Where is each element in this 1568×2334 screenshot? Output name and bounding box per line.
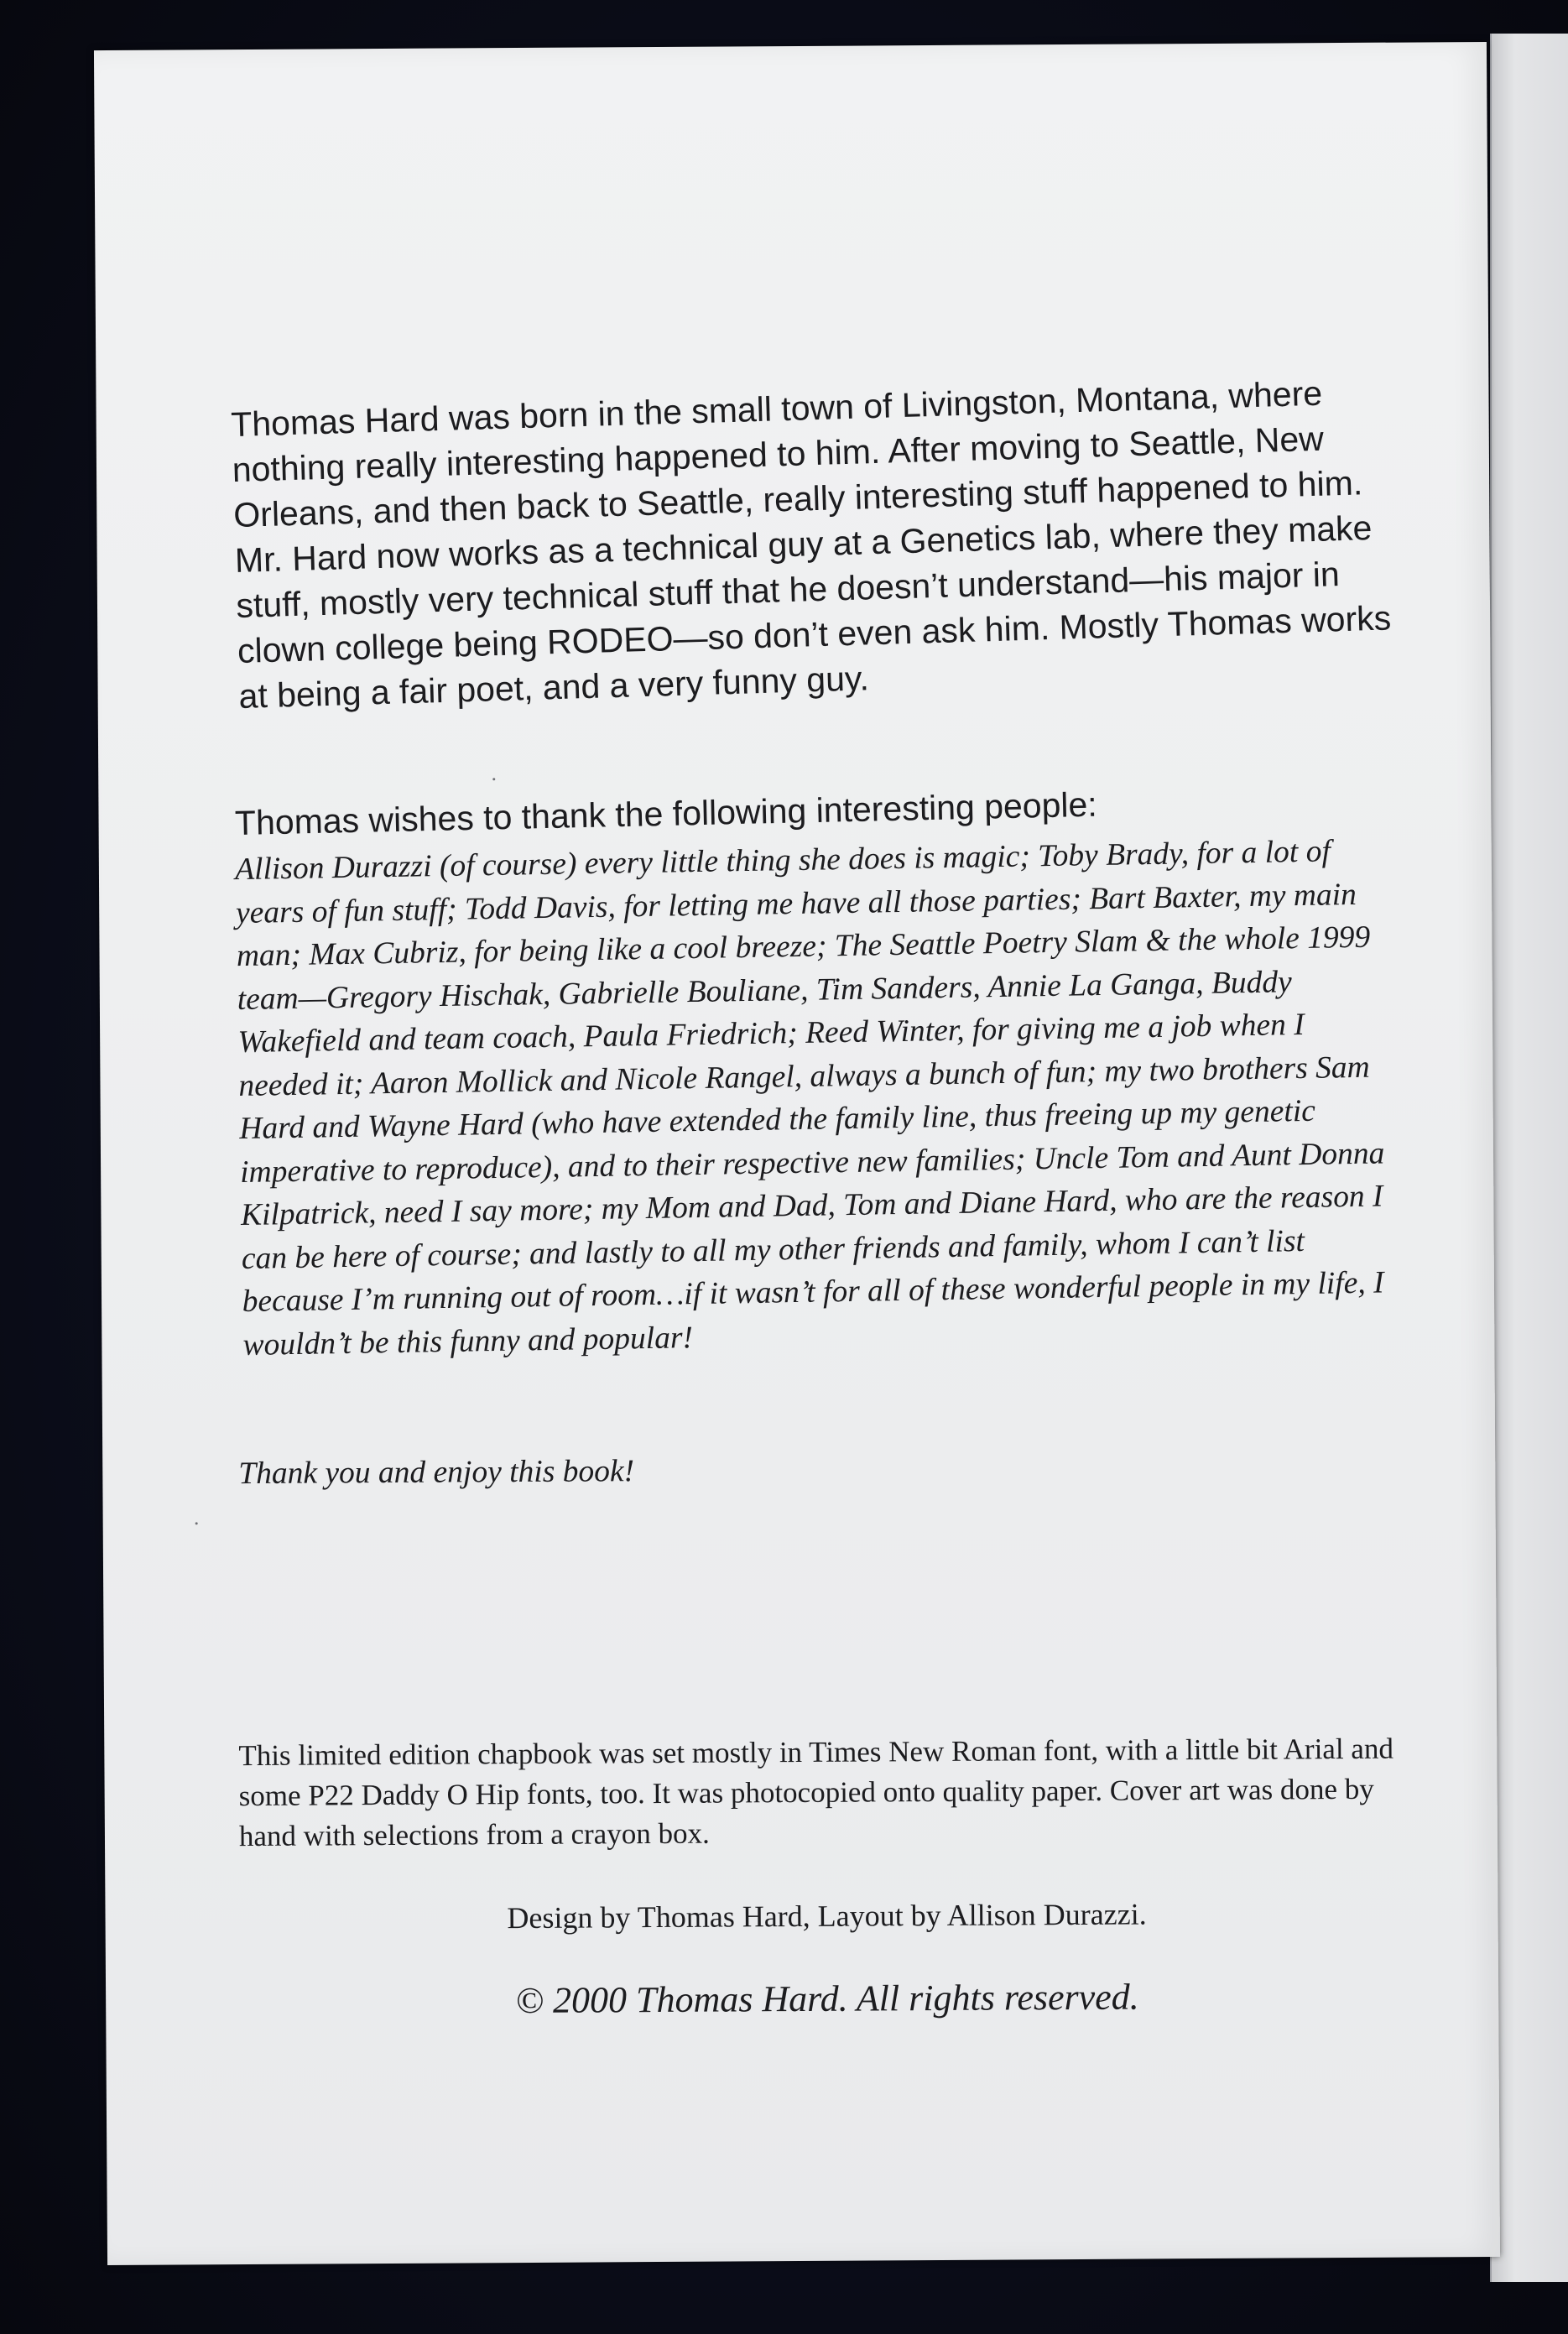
acknowledgements-closing: Thank you and enjoy this book! xyxy=(238,1454,635,1492)
acknowledgements-heading: Thomas wishes to thank the following interesting people: xyxy=(234,784,1098,843)
copyright-notice: © 2000 Thomas Hard. All rights reserved. xyxy=(515,1976,1139,2022)
paper-speck xyxy=(195,1522,198,1524)
paper-speck xyxy=(492,778,495,780)
design-credits: Design by Thomas Hard, Layout by Allison Durazzi. xyxy=(507,1897,1147,1935)
colophon-text: This limited edition chapbook was set mostly in Times New Roman font, with a little bit Arial and some P22 Daddy O Hip fonts, too. It was photocopied onto quality paper. Cover art was done by hand with selections from a crayon box. xyxy=(238,1732,1394,1853)
author-bio: Thomas Hard was born in the small town of Livingston, Montana, where nothing really interesting happened to him. After moving to Seattle, New Orleans, and then back to Seattle, really interesting stuff happened to him. Mr. Hard now works as a technical guy at a Genetics lab, where they make stuff, mostly very technical stuff that he doesn’t understand—his major in clown college being RODEO—so don’t even ask him. Mostly Thomas works at being a fair poet, and a very funny guy. xyxy=(230,373,1392,716)
facing-page-edge xyxy=(1490,34,1568,2282)
acknowledgements-text: Allison Durazzi (of course) every little thing she does is magic; Toby Brady, for a lot of years of fun stuff; Todd Davis, for letting me have all those parties; Bart Baxter, my main man; Max Cubriz, for being like a cool breeze; The Seattle Poetry Slam & the whole 1999 team—Gregory Hischak, Gabrielle Bouliane, Tim Sanders, Annie La Ganga, Buddy Wakefield and team coach, Paula Friedrich; Reed Winter, for giving me a job when I needed it; Aaron Mollick and Nicole Rangel, always a bunch of fun; my two brothers Sam Hard and Wayne Hard (who have extended the family line, thus freeing up my genetic imperative to reproduce), and to their respective new families; Uncle Tom and Aunt Donna Kilpatrick, need I say more; my Mom and Dad, Tom and Diane Hard, who are the reason I can be here of course; and lastly to all my other friends and family, whom I can’t list because I’m running out of room…if it wasn’t for all of these wonderful people in my life, I wouldn’t be this funny and popular! xyxy=(234,834,1385,1362)
book-page xyxy=(94,42,1500,2265)
